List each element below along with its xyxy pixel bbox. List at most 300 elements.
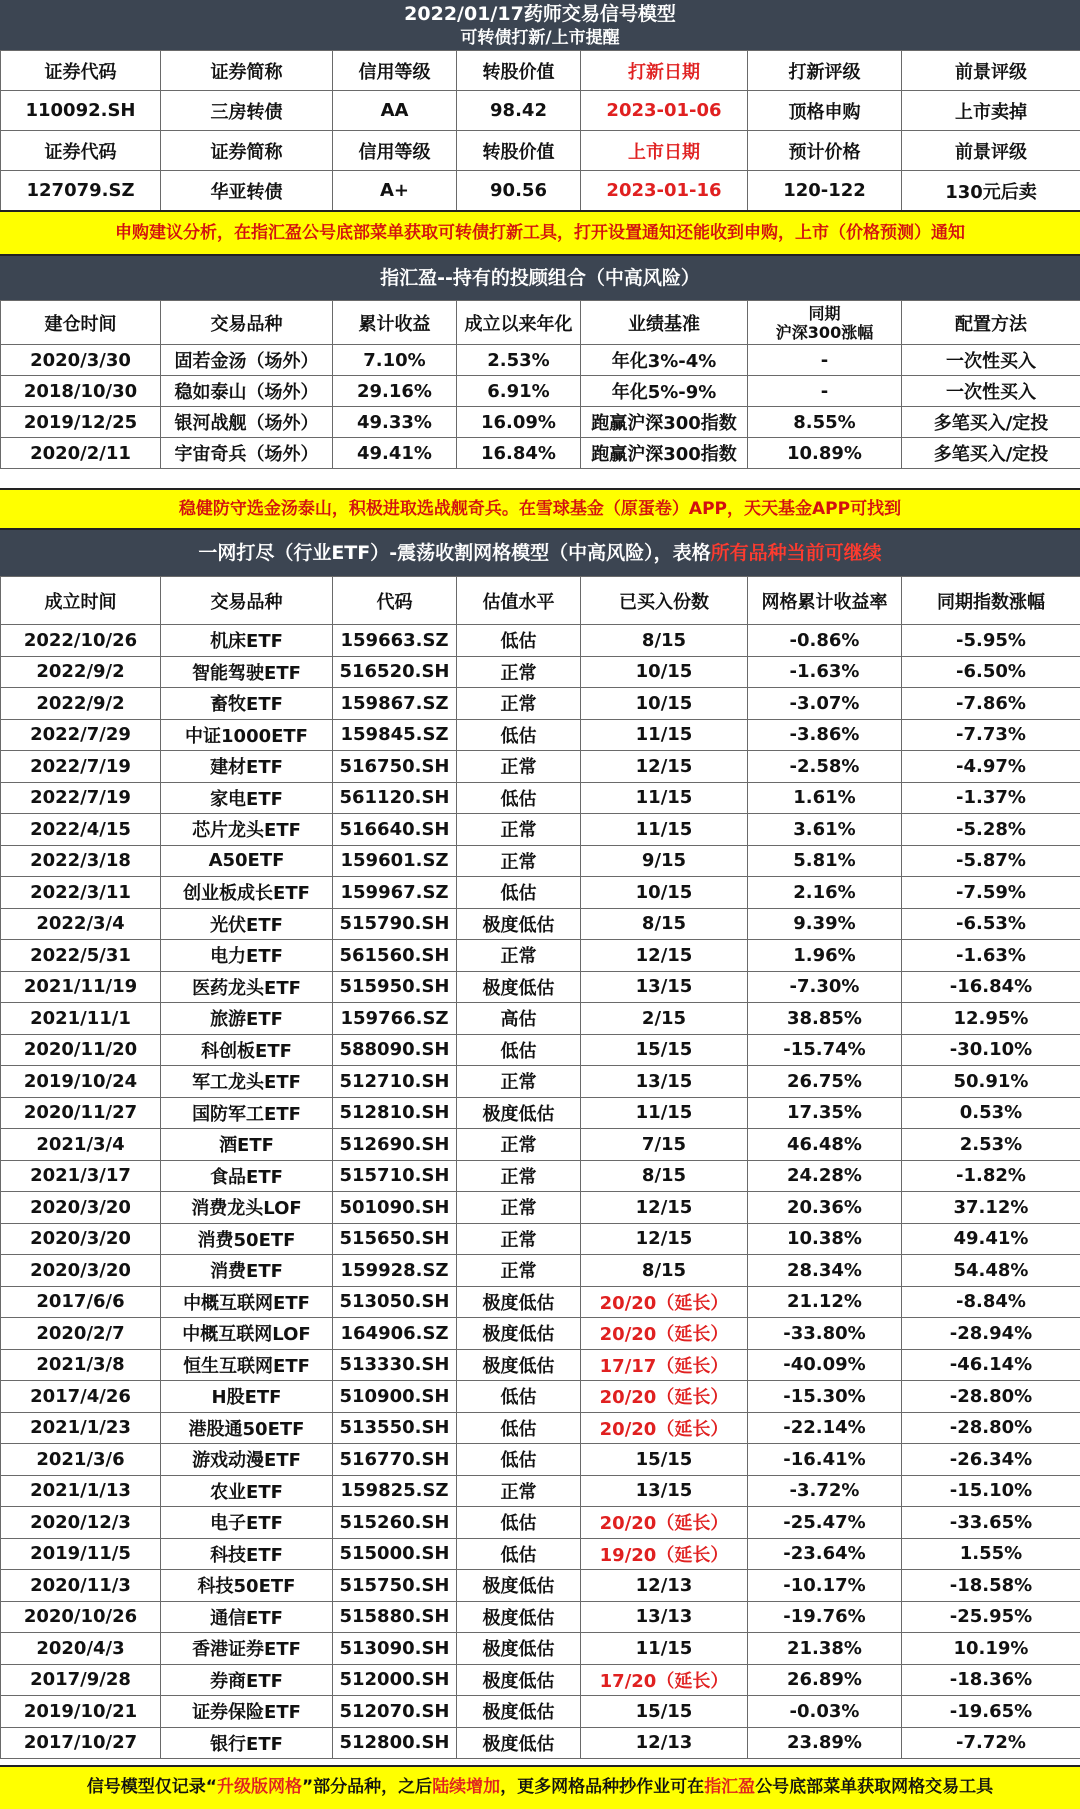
grid-index-change-cell: 0.53% <box>902 1097 1080 1129</box>
grid-shares-cell: 19/20（延长） <box>581 1538 748 1570</box>
grid-return-cell: -0.03% <box>748 1696 902 1728</box>
grid-row <box>1 1664 1080 1696</box>
grid-return-cell: -15.74% <box>748 1034 902 1066</box>
grid-product-cell: H股ETF <box>161 1381 333 1413</box>
grid-valuation-cell: 极度低估 <box>457 1349 581 1381</box>
grid-row <box>1 782 1080 814</box>
grid-established-cell: 2019/10/24 <box>1 1066 161 1098</box>
grid-header-row <box>1 577 1080 625</box>
grid-code-cell: 515000.SH <box>333 1538 457 1570</box>
grid-row <box>1 688 1080 720</box>
grid-code-cell: 515950.SH <box>333 971 457 1003</box>
grid-row <box>1 1633 1080 1665</box>
grid-shares-cell: 12/13 <box>581 1727 748 1759</box>
bond-code: 110092.SH <box>1 91 161 131</box>
portfolio-product-cell: 固若金汤（场外） <box>161 345 333 376</box>
portfolio-header <box>0 256 1080 300</box>
portfolio-benchmark-cell: 跑赢沪深300指数 <box>581 407 748 438</box>
grid-return-cell: 5.81% <box>748 845 902 877</box>
portfolio-row <box>1 438 1080 469</box>
grid-product-cell: 科技ETF <box>161 1538 333 1570</box>
grid-shares-cell: 15/15 <box>581 1444 748 1476</box>
grid-established-cell: 2022/7/19 <box>1 751 161 783</box>
grid-return-cell: -23.64% <box>748 1538 902 1570</box>
portfolio-method-cell: 多笔买入/定投 <box>902 438 1080 469</box>
grid-title-highlight: 所有品种当前可继续 <box>710 542 882 564</box>
grid-index-change-cell: -1.37% <box>902 782 1080 814</box>
grid-established-cell: 2022/9/2 <box>1 688 161 720</box>
grid-established-cell: 2022/3/11 <box>1 877 161 909</box>
grid-valuation-cell: 正常 <box>457 845 581 877</box>
grid-shares-cell: 13/15 <box>581 1475 748 1507</box>
grid-row <box>1 1034 1080 1066</box>
grid-row <box>1 656 1080 688</box>
grid-product-cell: 券商ETF <box>161 1664 333 1696</box>
bond-col-subscribe-date: 打新日期 <box>581 51 748 91</box>
grid-product-cell: 游戏动漫ETF <box>161 1444 333 1476</box>
portfolio-return-cell: 29.16% <box>333 376 457 407</box>
grid-valuation-cell: 正常 <box>457 1066 581 1098</box>
bond-col-code: 证券代码 <box>1 51 161 91</box>
grid-return-cell: 1.61% <box>748 782 902 814</box>
portfolio-start-cell: 2020/3/30 <box>1 345 161 376</box>
grid-row <box>1 1696 1080 1728</box>
grid-established-cell: 2021/11/19 <box>1 971 161 1003</box>
grid-product-cell: 建材ETF <box>161 751 333 783</box>
portfolio-product-cell: 稳如泰山（场外） <box>161 376 333 407</box>
grid-product-cell: 消费50ETF <box>161 1223 333 1255</box>
grid-index-change-cell: -8.84% <box>902 1286 1080 1318</box>
grid-col-product: 交易品种 <box>161 577 333 625</box>
grid-product-cell: 中概互联网LOF <box>161 1318 333 1350</box>
grid-index-change-cell: -19.65% <box>902 1696 1080 1728</box>
grid-product-cell: 畜牧ETF <box>161 688 333 720</box>
grid-return-cell: 2.16% <box>748 877 902 909</box>
grid-index-change-cell: -15.10% <box>902 1475 1080 1507</box>
grid-code-cell: 513330.SH <box>333 1349 457 1381</box>
grid-code-cell: 159928.SZ <box>333 1255 457 1287</box>
grid-return-cell: -1.63% <box>748 656 902 688</box>
grid-return-cell: 21.12% <box>748 1286 902 1318</box>
grid-code-cell: 513050.SH <box>333 1286 457 1318</box>
grid-return-cell: 26.89% <box>748 1664 902 1696</box>
grid-row <box>1 1223 1080 1255</box>
grid-valuation-cell: 低估 <box>457 719 581 751</box>
grid-product-cell: 电子ETF <box>161 1507 333 1539</box>
grid-shares-cell: 15/15 <box>581 1696 748 1728</box>
grid-return-cell: -19.76% <box>748 1601 902 1633</box>
portfolio-row <box>1 376 1080 407</box>
grid-shares-cell: 13/13 <box>581 1601 748 1633</box>
grid-code-cell: 159867.SZ <box>333 688 457 720</box>
portfolio-start-cell: 2018/10/30 <box>1 376 161 407</box>
grid-established-cell: 2020/11/20 <box>1 1034 161 1066</box>
grid-product-cell: 智能驾驶ETF <box>161 656 333 688</box>
grid-established-cell: 2020/2/7 <box>1 1318 161 1350</box>
grid-return-cell: -22.14% <box>748 1412 902 1444</box>
grid-valuation-cell: 低估 <box>457 782 581 814</box>
grid-code-cell: 516520.SH <box>333 656 457 688</box>
grid-index-change-cell: -18.36% <box>902 1664 1080 1696</box>
portfolio-method-cell: 一次性买入 <box>902 345 1080 376</box>
grid-return-cell: 10.38% <box>748 1223 902 1255</box>
bond-col-outlook: 前景评级 <box>902 51 1080 91</box>
bond-name: 华亚转债 <box>161 171 333 211</box>
grid-established-cell: 2021/3/17 <box>1 1160 161 1192</box>
grid-row <box>1 1381 1080 1413</box>
portfolio-return-cell: 7.10% <box>333 345 457 376</box>
grid-code-cell: 513550.SH <box>333 1412 457 1444</box>
portfolio-annualized-cell: 2.53% <box>457 345 581 376</box>
grid-product-cell: 港股通50ETF <box>161 1412 333 1444</box>
grid-return-cell: 17.35% <box>748 1097 902 1129</box>
grid-shares-cell: 8/15 <box>581 1160 748 1192</box>
grid-code-cell: 510900.SH <box>333 1381 457 1413</box>
grid-shares-cell: 11/15 <box>581 1097 748 1129</box>
grid-shares-cell: 13/15 <box>581 1066 748 1098</box>
grid-index-change-cell: 49.41% <box>902 1223 1080 1255</box>
grid-row <box>1 751 1080 783</box>
grid-shares-cell: 12/15 <box>581 751 748 783</box>
grid-row <box>1 1412 1080 1444</box>
grid-shares-cell: 8/15 <box>581 1255 748 1287</box>
grid-established-cell: 2017/4/26 <box>1 1381 161 1413</box>
grid-col-grid-return: 网格累计收益率 <box>748 577 902 625</box>
grid-col-shares: 已买入份数 <box>581 577 748 625</box>
grid-product-cell: 创业板成长ETF <box>161 877 333 909</box>
grid-shares-cell: 12/13 <box>581 1570 748 1602</box>
bond-row-1 <box>1 91 1080 131</box>
grid-established-cell: 2022/10/26 <box>1 625 161 657</box>
portfolio-header-row <box>1 301 1080 345</box>
grid-code-cell: 561560.SH <box>333 940 457 972</box>
grid-return-cell: -10.17% <box>748 1570 902 1602</box>
grid-established-cell: 2020/12/3 <box>1 1507 161 1539</box>
portfolio-col-hs300 <box>748 301 902 345</box>
grid-valuation-cell: 正常 <box>457 1223 581 1255</box>
grid-row <box>1 625 1080 657</box>
grid-code-cell: 561120.SH <box>333 782 457 814</box>
grid-row <box>1 1066 1080 1098</box>
grid-valuation-cell: 正常 <box>457 814 581 846</box>
grid-product-cell: 恒生互联网ETF <box>161 1349 333 1381</box>
grid-index-change-cell: -7.59% <box>902 877 1080 909</box>
portfolio-start-cell: 2019/12/25 <box>1 407 161 438</box>
grid-index-change-cell: 54.48% <box>902 1255 1080 1287</box>
grid-index-change-cell: 2.53% <box>902 1129 1080 1161</box>
portfolio-annualized-cell: 6.91% <box>457 376 581 407</box>
footer-text <box>87 1777 993 1797</box>
grid-index-change-cell: -26.34% <box>902 1444 1080 1476</box>
grid-established-cell: 2022/5/31 <box>1 940 161 972</box>
grid-header <box>0 530 1080 576</box>
grid-established-cell: 2021/3/6 <box>1 1444 161 1476</box>
portfolio-table <box>0 300 1080 469</box>
grid-shares-cell: 10/15 <box>581 688 748 720</box>
grid-valuation-cell: 正常 <box>457 688 581 720</box>
grid-index-change-cell: -28.80% <box>902 1381 1080 1413</box>
grid-code-cell: 512000.SH <box>333 1664 457 1696</box>
portfolio-note-text: 稳健防守选金汤泰山，积极进取选战舰奇兵。在雪球基金（原蛋卷）APP，天天基金APP可找到 <box>178 499 902 519</box>
grid-row <box>1 908 1080 940</box>
grid-return-cell: -3.07% <box>748 688 902 720</box>
grid-shares-cell: 20/20（延长） <box>581 1412 748 1444</box>
portfolio-row <box>1 407 1080 438</box>
grid-code-cell: 513090.SH <box>333 1633 457 1665</box>
grid-valuation-cell: 正常 <box>457 1160 581 1192</box>
grid-index-change-cell: -1.63% <box>902 940 1080 972</box>
grid-valuation-cell: 低估 <box>457 625 581 657</box>
grid-row <box>1 1538 1080 1570</box>
portfolio-benchmark-cell: 年化5%-9% <box>581 376 748 407</box>
grid-code-cell: 512800.SH <box>333 1727 457 1759</box>
grid-row <box>1 940 1080 972</box>
grid-shares-cell: 7/15 <box>581 1129 748 1161</box>
portfolio-benchmark-cell: 年化3%-4% <box>581 345 748 376</box>
grid-established-cell: 2020/3/20 <box>1 1192 161 1224</box>
portfolio-product-cell: 宇宙奇兵（场外） <box>161 438 333 469</box>
grid-established-cell: 2021/11/1 <box>1 1003 161 1035</box>
bond-header-row-2 <box>1 131 1080 171</box>
grid-valuation-cell: 正常 <box>457 1129 581 1161</box>
portfolio-body <box>1 345 1080 469</box>
bond-col-name: 证券简称 <box>161 51 333 91</box>
grid-shares-cell: 10/15 <box>581 877 748 909</box>
grid-index-change-cell: -5.87% <box>902 845 1080 877</box>
grid-code-cell: 159825.SZ <box>333 1475 457 1507</box>
portfolio-annualized-cell: 16.09% <box>457 407 581 438</box>
grid-valuation-cell: 极度低估 <box>457 1570 581 1602</box>
bond-name: 三房转债 <box>161 91 333 131</box>
grid-row <box>1 1129 1080 1161</box>
bond-col-listing-date: 上市日期 <box>581 131 748 171</box>
grid-code-cell: 588090.SH <box>333 1034 457 1066</box>
footer-part-5: ，更多网格品种抄作业可在 <box>500 1777 705 1797</box>
grid-valuation-cell: 高估 <box>457 1003 581 1035</box>
portfolio-col-return: 累计收益 <box>333 301 457 345</box>
grid-established-cell: 2021/1/23 <box>1 1412 161 1444</box>
grid-index-change-cell: -5.95% <box>902 625 1080 657</box>
portfolio-return-cell: 49.41% <box>333 438 457 469</box>
portfolio-note-banner <box>0 488 1080 530</box>
grid-established-cell: 2022/9/2 <box>1 656 161 688</box>
grid-valuation-cell: 极度低估 <box>457 1286 581 1318</box>
bond-conversion-value: 90.56 <box>457 171 581 211</box>
grid-row <box>1 1349 1080 1381</box>
grid-index-change-cell: -46.14% <box>902 1349 1080 1381</box>
grid-index-change-cell: -16.84% <box>902 971 1080 1003</box>
grid-row <box>1 1318 1080 1350</box>
grid-index-change-cell: -7.73% <box>902 719 1080 751</box>
grid-code-cell: 516770.SH <box>333 1444 457 1476</box>
bond-col-rating: 信用等级 <box>333 51 457 91</box>
grid-shares-cell: 17/17（延长） <box>581 1349 748 1381</box>
portfolio-col-start: 建仓时间 <box>1 301 161 345</box>
grid-valuation-cell: 低估 <box>457 1538 581 1570</box>
grid-col-valuation: 估值水平 <box>457 577 581 625</box>
grid-established-cell: 2020/3/20 <box>1 1255 161 1287</box>
footer-part-3: ”部分品种，之后 <box>302 1777 433 1797</box>
grid-return-cell: -16.41% <box>748 1444 902 1476</box>
grid-code-cell: 512070.SH <box>333 1696 457 1728</box>
grid-shares-cell: 15/15 <box>581 1034 748 1066</box>
grid-code-cell: 159845.SZ <box>333 719 457 751</box>
grid-product-cell: 银行ETF <box>161 1727 333 1759</box>
portfolio-col-method: 配置方法 <box>902 301 1080 345</box>
grid-code-cell: 512710.SH <box>333 1066 457 1098</box>
grid-established-cell: 2022/3/4 <box>1 908 161 940</box>
grid-valuation-cell: 低估 <box>457 1507 581 1539</box>
grid-valuation-cell: 正常 <box>457 1475 581 1507</box>
grid-established-cell: 2020/10/26 <box>1 1601 161 1633</box>
grid-index-change-cell: -25.95% <box>902 1601 1080 1633</box>
grid-established-cell: 2020/4/3 <box>1 1633 161 1665</box>
grid-return-cell: -3.86% <box>748 719 902 751</box>
portfolio-hs300-cell: 8.55% <box>748 407 902 438</box>
grid-valuation-cell: 极度低估 <box>457 1664 581 1696</box>
grid-code-cell: 512810.SH <box>333 1097 457 1129</box>
portfolio-hs300-cell: 10.89% <box>748 438 902 469</box>
portfolio-annualized-cell: 16.84% <box>457 438 581 469</box>
grid-product-cell: 科创板ETF <box>161 1034 333 1066</box>
grid-code-cell: 515880.SH <box>333 1601 457 1633</box>
bond-rating: AA <box>333 91 457 131</box>
grid-valuation-cell: 正常 <box>457 751 581 783</box>
grid-shares-cell: 10/15 <box>581 656 748 688</box>
grid-row <box>1 1475 1080 1507</box>
grid-code-cell: 515750.SH <box>333 1570 457 1602</box>
bond-code: 127079.SZ <box>1 171 161 211</box>
bond-date: 2023-01-06 <box>581 91 748 131</box>
grid-product-cell: 香港证券ETF <box>161 1633 333 1665</box>
grid-row <box>1 877 1080 909</box>
portfolio-col-annualized: 成立以来年化 <box>457 301 581 345</box>
grid-row <box>1 1727 1080 1759</box>
bond-col-outlook: 前景评级 <box>902 131 1080 171</box>
grid-return-cell: 46.48% <box>748 1129 902 1161</box>
bond-col-conversion-value: 转股价值 <box>457 131 581 171</box>
sheet-title: 2022/01/17药师交易信号模型 <box>404 3 676 25</box>
grid-shares-cell: 13/15 <box>581 971 748 1003</box>
grid-shares-cell: 8/15 <box>581 625 748 657</box>
grid-index-change-cell: -7.86% <box>902 688 1080 720</box>
grid-return-cell: -2.58% <box>748 751 902 783</box>
grid-index-change-cell: 1.55% <box>902 1538 1080 1570</box>
portfolio-start-cell: 2020/2/11 <box>1 438 161 469</box>
grid-product-cell: 酒ETF <box>161 1129 333 1161</box>
footer-banner <box>0 1765 1080 1809</box>
grid-valuation-cell: 极度低估 <box>457 908 581 940</box>
grid-established-cell: 2019/11/5 <box>1 1538 161 1570</box>
grid-valuation-cell: 极度低估 <box>457 1097 581 1129</box>
grid-established-cell: 2020/11/27 <box>1 1097 161 1129</box>
grid-product-cell: 军工龙头ETF <box>161 1066 333 1098</box>
grid-index-change-cell: 12.95% <box>902 1003 1080 1035</box>
grid-product-cell: 中概互联网ETF <box>161 1286 333 1318</box>
grid-shares-cell: 11/15 <box>581 719 748 751</box>
grid-code-cell: 164906.SZ <box>333 1318 457 1350</box>
portfolio-method-cell: 多笔买入/定投 <box>902 407 1080 438</box>
portfolio-product-cell: 银河战舰（场外） <box>161 407 333 438</box>
grid-row <box>1 814 1080 846</box>
grid-index-change-cell: 37.12% <box>902 1192 1080 1224</box>
portfolio-col-product: 交易品种 <box>161 301 333 345</box>
grid-index-change-cell: -6.53% <box>902 908 1080 940</box>
grid-valuation-cell: 正常 <box>457 940 581 972</box>
footer-part-6: 指汇盈 <box>704 1777 756 1797</box>
sheet-header <box>0 0 1080 50</box>
bond-col-code: 证券代码 <box>1 131 161 171</box>
grid-return-cell: 20.36% <box>748 1192 902 1224</box>
grid-index-change-cell: -18.58% <box>902 1570 1080 1602</box>
grid-valuation-cell: 低估 <box>457 1381 581 1413</box>
portfolio-hs300-cell: - <box>748 376 902 407</box>
grid-shares-cell: 20/20（延长） <box>581 1507 748 1539</box>
grid-shares-cell: 9/15 <box>581 845 748 877</box>
grid-index-change-cell: 50.91% <box>902 1066 1080 1098</box>
bond-date: 2023-01-16 <box>581 171 748 211</box>
portfolio-row <box>1 345 1080 376</box>
grid-product-cell: 家电ETF <box>161 782 333 814</box>
grid-row <box>1 1255 1080 1287</box>
grid-established-cell: 2017/6/6 <box>1 1286 161 1318</box>
grid-code-cell: 159967.SZ <box>333 877 457 909</box>
bond-outlook: 130元后卖 <box>902 171 1080 211</box>
grid-col-index-change: 同期指数涨幅 <box>902 577 1080 625</box>
grid-code-cell: 159766.SZ <box>333 1003 457 1035</box>
bond-note-banner <box>0 210 1080 256</box>
grid-row <box>1 1286 1080 1318</box>
portfolio-return-cell: 49.33% <box>333 407 457 438</box>
footer-part-7: 公号底部菜单获取网格交易工具 <box>755 1777 994 1797</box>
grid-valuation-cell: 正常 <box>457 1192 581 1224</box>
sheet-subtitle: 可转债打新/上市提醒 <box>460 28 620 48</box>
bond-table <box>0 50 1080 211</box>
grid-table <box>0 576 1080 1759</box>
grid-valuation-cell: 极度低估 <box>457 1696 581 1728</box>
grid-return-cell: 1.96% <box>748 940 902 972</box>
grid-index-change-cell: -28.80% <box>902 1412 1080 1444</box>
portfolio-col-hs300-line2: 沪深300涨幅 <box>775 322 874 342</box>
grid-valuation-cell: 极度低估 <box>457 1633 581 1665</box>
grid-product-cell: 国防军工ETF <box>161 1097 333 1129</box>
grid-index-change-cell: -7.72% <box>902 1727 1080 1759</box>
grid-code-cell: 516750.SH <box>333 751 457 783</box>
grid-return-cell: -15.30% <box>748 1381 902 1413</box>
grid-product-cell: 农业ETF <box>161 1475 333 1507</box>
grid-product-cell: 食品ETF <box>161 1160 333 1192</box>
grid-valuation-cell: 低估 <box>457 877 581 909</box>
grid-established-cell: 2021/3/4 <box>1 1129 161 1161</box>
grid-valuation-cell: 低估 <box>457 1034 581 1066</box>
grid-shares-cell: 11/15 <box>581 1633 748 1665</box>
grid-product-cell: 芯片龙头ETF <box>161 814 333 846</box>
grid-established-cell: 2020/11/3 <box>1 1570 161 1602</box>
grid-product-cell: 消费ETF <box>161 1255 333 1287</box>
grid-established-cell: 2020/3/20 <box>1 1223 161 1255</box>
grid-product-cell: 医药龙头ETF <box>161 971 333 1003</box>
grid-return-cell: 21.38% <box>748 1633 902 1665</box>
bond-note-text: 申购建议分析，在指汇盈公号底部菜单获取可转债打新工具，打开设置通知还能收到申购，上市（价格预测）通知 <box>115 223 965 243</box>
grid-index-change-cell: 10.19% <box>902 1633 1080 1665</box>
footer-part-4: 陆续增加 <box>432 1777 501 1797</box>
grid-index-change-cell: -4.97% <box>902 751 1080 783</box>
grid-shares-cell: 12/15 <box>581 1223 748 1255</box>
grid-product-cell: 中证1000ETF <box>161 719 333 751</box>
grid-product-cell: 机床ETF <box>161 625 333 657</box>
grid-product-cell: 证券保险ETF <box>161 1696 333 1728</box>
grid-shares-cell: 8/15 <box>581 908 748 940</box>
